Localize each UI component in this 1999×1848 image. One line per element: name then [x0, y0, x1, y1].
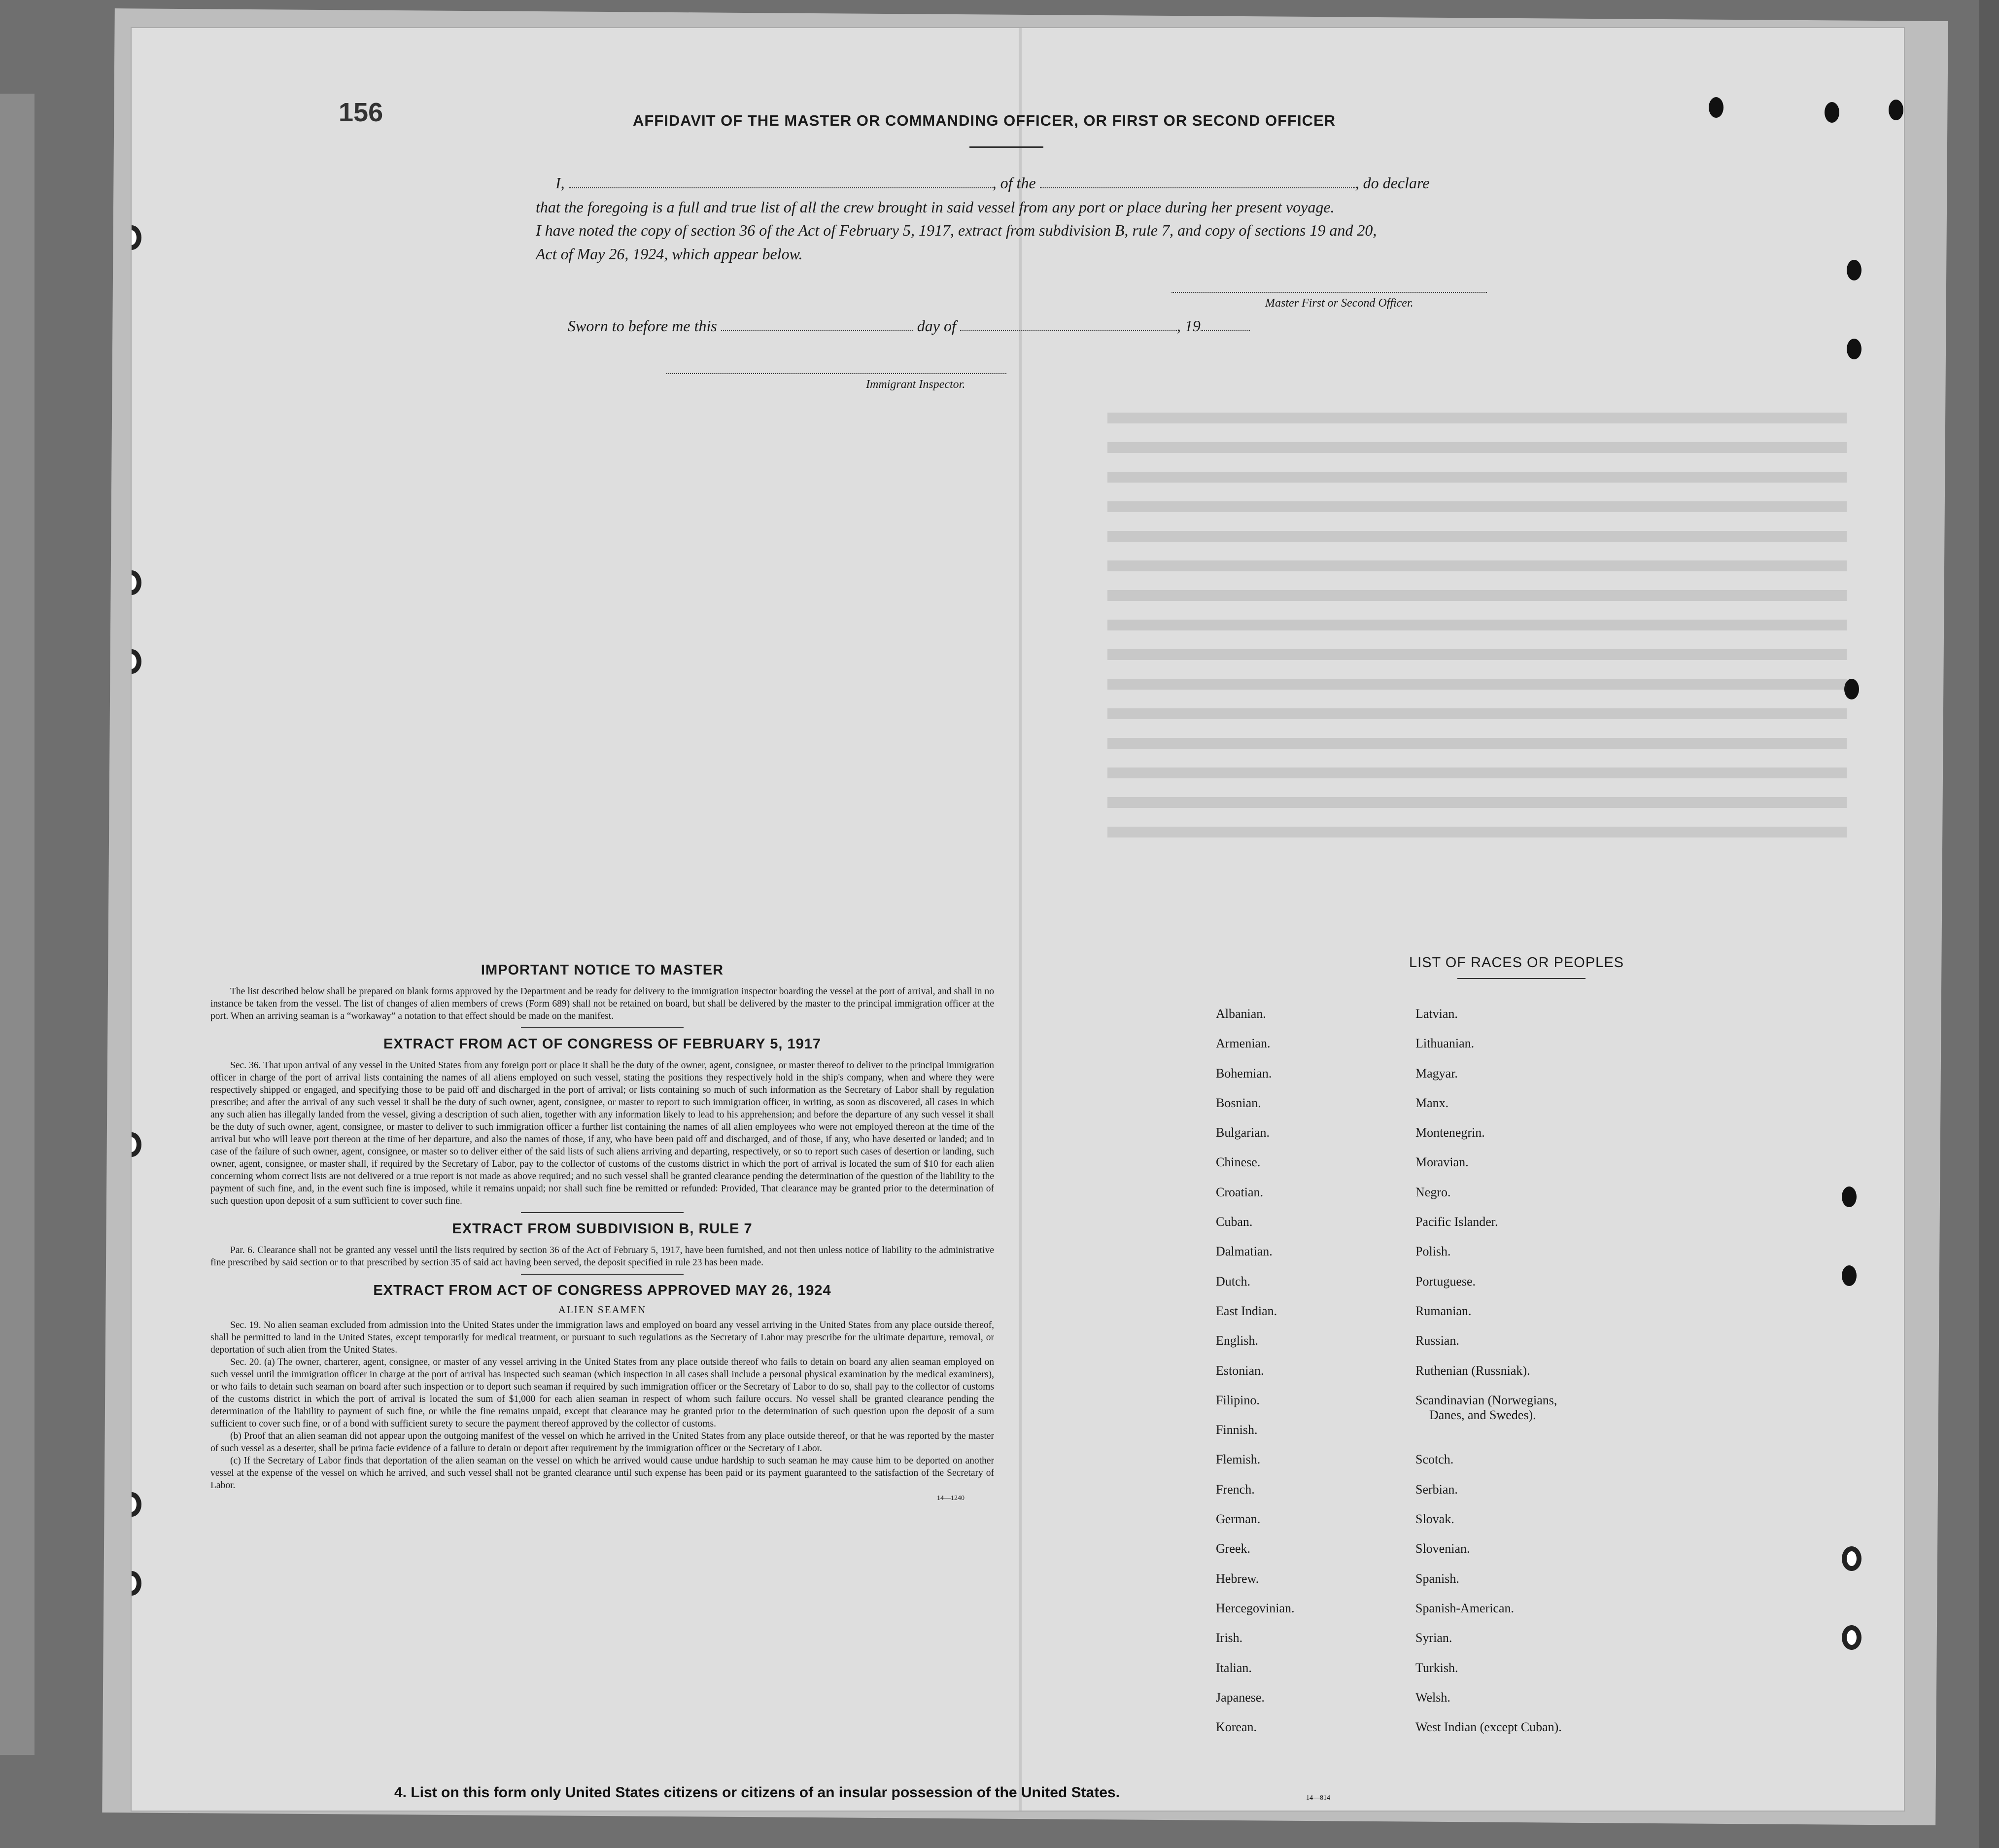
notice-title: IMPORTANT NOTICE TO MASTER: [481, 962, 724, 978]
binder-hole: [131, 1492, 141, 1517]
races-title-rule: [1457, 978, 1585, 979]
race-item-line: Scandinavian (Norwegians,: [1415, 1393, 1557, 1407]
master-signature-line[interactable]: [1172, 292, 1487, 293]
document-page: [131, 27, 1905, 1812]
race-item: Bosnian.: [1216, 1095, 1261, 1110]
vessel-field[interactable]: [1040, 174, 1355, 188]
race-item: Bohemian.: [1216, 1066, 1272, 1081]
races-column-2: [1415, 1007, 1562, 1749]
race-item: Finnish.: [1216, 1423, 1258, 1437]
race-item: Greek.: [1216, 1541, 1251, 1556]
races-column-1: [1216, 1007, 1295, 1749]
inspector-caption: Immigrant Inspector.: [866, 378, 965, 391]
binder-hole: [131, 1132, 141, 1157]
alien-seamen-subtitle: ALIEN SEAMEN: [558, 1304, 647, 1316]
affidavit-line-3: I have noted the copy of section 36 of the Act of February 5, 1917, extract from subdivision B, rule 7, and copy of sections 19 and 20,: [536, 221, 1377, 239]
page-fold: [1019, 28, 1022, 1811]
race-item: Serbian.: [1415, 1482, 1458, 1497]
affidavit-of-the: , of the: [992, 174, 1036, 192]
name-field[interactable]: [569, 174, 993, 188]
race-item: Syrian.: [1415, 1631, 1452, 1645]
binder-strip-right: [1979, 0, 1999, 1848]
affidavit-line-2: that the foregoing is a full and true list of all the crew brought in said vessel from any port or place during her present voyage.: [536, 198, 1335, 216]
section-rule: [521, 1274, 684, 1275]
race-item: Ruthenian (Russniak).: [1415, 1363, 1530, 1378]
race-item: West Indian (except Cuban).: [1415, 1720, 1562, 1735]
section-rule: [521, 1212, 684, 1213]
affidavit-line-4: Act of May 26, 1924, which appear below.: [536, 245, 803, 263]
race-item: Rumanian.: [1415, 1303, 1472, 1318]
race-item: Welsh.: [1415, 1690, 1450, 1705]
affidavit-declaration-line: [555, 174, 1429, 192]
race-item: German.: [1216, 1512, 1261, 1527]
race-item: Latvian.: [1415, 1007, 1458, 1021]
race-item: Armenian.: [1216, 1036, 1271, 1051]
extract-1924-title: EXTRACT FROM ACT OF CONGRESS APPROVED MAY 26, 1924: [373, 1283, 831, 1298]
race-item-scandinavian: [1415, 1393, 1562, 1453]
title-rule: [969, 146, 1043, 148]
race-item: Irish.: [1216, 1631, 1243, 1645]
page-number: 156: [339, 98, 383, 127]
inspector-signature-line[interactable]: [666, 373, 1006, 374]
race-item: French.: [1216, 1482, 1255, 1497]
sec-19-text: Sec. 19. No alien seaman excluded from admission into the United States under the immigration laws and employed on board any vessel arriving in the United States from any place outside thereof, shall be permitted to land in the United States, except temporarily for medical treatment, or pursuant to such regulations as the Secretary of Labor may prescribe for the ultimate departure, removal, or deportation of such alien from the United States.: [210, 1320, 994, 1355]
sworn-line: [568, 316, 1250, 335]
subdivision-b-title: EXTRACT FROM SUBDIVISION B, RULE 7: [452, 1221, 753, 1237]
binder-hole: [131, 570, 141, 595]
race-item: Russian.: [1415, 1333, 1459, 1348]
race-item: Polish.: [1415, 1244, 1451, 1259]
binder-strip-left: [0, 94, 34, 1755]
race-item-line: Danes, and Swedes).: [1429, 1407, 1536, 1422]
footer-code: 14—814: [1306, 1794, 1330, 1802]
race-item: Portuguese.: [1415, 1274, 1476, 1289]
race-item: Bulgarian.: [1216, 1125, 1270, 1140]
race-item: Negro.: [1415, 1185, 1451, 1199]
footer-note: 4. List on this form only United States citizens or citizens of an insular possession of the United States.: [394, 1784, 1120, 1801]
sworn-year-field[interactable]: [1201, 316, 1250, 331]
race-item: Slovenian.: [1415, 1541, 1470, 1556]
affidavit-i: I,: [555, 174, 565, 192]
affidavit-title: AFFIDAVIT OF THE MASTER OR COMMANDING OFFICER, OR FIRST OR SECOND OFFICER: [632, 112, 1336, 129]
sworn-day-field[interactable]: [721, 316, 913, 331]
sec-20a-text: Sec. 20. (a) The owner, charterer, agent, consignee, or master of any vessel arriving in the United States from any place outside thereof who fails to detain on board any alien seaman employed on such vessel until the immigration officer in charge at the port of arrival has inspected such seaman (which inspection in all cases shall include a personal physical examination by the medical examiners), or who fails to detain such seaman on board after such inspection or to deport such seaman if required by such immigration officer or the Secretary of Labor to do so, shall pay to the collector of customs of the customs district in which the port of arrival is located the sum of $1,000 for each alien seaman in respect of whom such failure occurs. No vessel shall be granted clearance pending the determination of the liability to payment of such fine, or while the fine remains unpaid, except that clearance may be granted prior to the determination of such question upon the deposit of a sum sufficient to cover such fine, or of a bond with sufficient surety to secure the payment thereof approved by the collector of customs.: [210, 1357, 994, 1429]
race-item: Japanese.: [1216, 1690, 1265, 1705]
punch-hole: [1709, 97, 1723, 118]
race-item: East Indian.: [1216, 1303, 1277, 1318]
race-item: Moravian.: [1415, 1155, 1469, 1170]
race-item: Spanish.: [1415, 1571, 1459, 1586]
sec-20c-text: (c) If the Secretary of Labor finds that deportation of the alien seaman on the vessel on which he arrived would cause undue hardship to such seaman he may cause him to be deported on another vessel at the expense of the vessel on which he arrived, and such vessel shall not be granted clearance until such expense has been paid or its payment guaranteed to the satisfaction of the Secretary of Labor.: [210, 1456, 994, 1491]
master-caption: Master First or Second Officer.: [1265, 297, 1413, 310]
sworn-month-field[interactable]: [960, 316, 1177, 331]
race-item: English.: [1216, 1333, 1258, 1348]
punch-hole: [1842, 1265, 1857, 1286]
notice-text: The list described below shall be prepared on blank forms approved by the Department and be ready for delivery to the immigration inspector boarding the vessel at the port of arrival, and shall in no instance be taken from the vessel. The list of changes of alien members of crews (Form 689) shall not be retained on board, but shall be delivered by the master to the principal immigration officer at the port. When an arriving seaman is a “workaway” a notation to that effect should be made on the manifest.: [210, 986, 994, 1021]
legal-text-column: [210, 962, 994, 1502]
race-item: Scotch.: [1415, 1452, 1454, 1467]
binder-hole: [131, 225, 141, 250]
race-item: Croatian.: [1216, 1185, 1264, 1199]
race-item: Cuban.: [1216, 1215, 1253, 1229]
race-item: Spanish-American.: [1415, 1601, 1515, 1615]
show-through-text: [1107, 413, 1847, 856]
form-number: 14—1240: [937, 1495, 965, 1502]
race-item: Montenegrin.: [1415, 1125, 1485, 1140]
race-item: Dalmatian.: [1216, 1244, 1273, 1259]
race-item: Hercegovinian.: [1216, 1601, 1295, 1615]
extract-1917-title: EXTRACT FROM ACT OF CONGRESS OF FEBRUARY 5, 1917: [383, 1036, 822, 1052]
sworn-year: , 19: [1176, 317, 1201, 335]
affidavit-do-declare: , do declare: [1355, 174, 1430, 192]
sec-20b-text: (b) Proof that an alien seaman did not appear upon the outgoing manifest of the vessel on which he arrived in the United States from any place outside thereof, or that he was reported by the master of such vessel as a deserter, shall be prima facie evidence of a failure to detain or deport after requirement by the immigration officer or the Secretary of Labor.: [210, 1431, 994, 1454]
race-item: Korean.: [1216, 1720, 1257, 1735]
race-item: Turkish.: [1415, 1660, 1458, 1675]
race-item: Chinese.: [1216, 1155, 1261, 1170]
race-item: Filipino.: [1216, 1393, 1260, 1407]
race-item: Pacific Islander.: [1415, 1215, 1498, 1229]
subdivision-b-text: Par. 6. Clearance shall not be granted any vessel until the lists required by section 36 of the Act of February 5, 1917, have been furnished, and not then unless notice of liability to the administrative fine prescribed by said section or to that prescribed by section 35 of said act having been served, the deposit specified in rule 23 has been made.: [210, 1245, 994, 1268]
punch-hole: [1847, 339, 1861, 359]
race-item: Lithuanian.: [1415, 1036, 1475, 1051]
punch-hole: [1825, 102, 1839, 123]
race-item: Estonian.: [1216, 1363, 1264, 1378]
binder-hole: [1842, 1625, 1861, 1650]
race-item: Dutch.: [1216, 1274, 1251, 1289]
sworn-day-of: day of: [917, 317, 956, 335]
punch-hole: [1842, 1186, 1857, 1207]
punch-hole: [1889, 100, 1903, 120]
race-item: Italian.: [1216, 1660, 1252, 1675]
binder-hole: [131, 649, 141, 674]
binder-hole: [1842, 1546, 1861, 1571]
races-title: LIST OF RACES OR PEOPLES: [1409, 955, 1624, 971]
section-rule: [521, 1027, 684, 1028]
race-item: Magyar.: [1415, 1066, 1458, 1081]
race-item: Hebrew.: [1216, 1571, 1259, 1586]
punch-hole: [1847, 260, 1861, 280]
extract-1917-text: Sec. 36. That upon arrival of any vessel in the United States from any foreign port or place it shall be the duty of the owner, agent, consignee, or master thereof to deliver to the principal immigration officer in charge of the port of arrival lists containing the names of all aliens employed on such vessel, stating the positions they respectively hold in the ship's company, when and where they were respectively shipped or engaged, and specifying those to be paid off and discharged in the port of arrival; or lists containing so much of such information as the Secretary of Labor shall by regulation prescribe; and after the arrival of any such vessel it shall be the duty of such owner, agent, consignee, or master to report to such immigration officer, in writing, as soon as discovered, all cases in which any such alien has illegally landed from the vessel, giving a description of such alien, together with any information likely to lead to his apprehension; and before the departure of any such vessel it shall be the duty of such owner, agent, consignee, or master to deliver to such immigration officer a further list containing the names of all alien employees who were not employed thereon at the time of the arrival but who will leave port thereon at the time of her departure, and also the names of those, if any, who have been paid off and discharged, and of those, if any, who have deserted or landed; and in case of the failure of such owner, agent, consignee, or master so to deliver either of the said lists of such aliens arriving and departing, respectively, or so to report such cases of desertion or landing, such owner, agent, consignee, or master shall, if required by the Secretary of Labor, pay to the collector of customs of the customs district in which the port of arrival is located the sum of $10 for each alien concerning whom correct lists are not delivered or a true report is not made as above required; and no such vessel shall be granted clearance pending the determination of the question of the liability to the payment of such fine, and, in the event such fine is imposed, while it remains unpaid; nor shall such fine be remitted or refunded: Provided, That clearance may be granted prior to the determination of such question upon deposit of a sum sufficient to cover such fine.: [210, 1060, 994, 1206]
race-item: Manx.: [1415, 1095, 1449, 1110]
race-item: Flemish.: [1216, 1452, 1261, 1467]
binder-hole: [131, 1571, 141, 1596]
race-item: Slovak.: [1415, 1512, 1454, 1527]
race-item: Albanian.: [1216, 1007, 1266, 1021]
sworn-prefix: Sworn to before me this: [568, 317, 717, 335]
